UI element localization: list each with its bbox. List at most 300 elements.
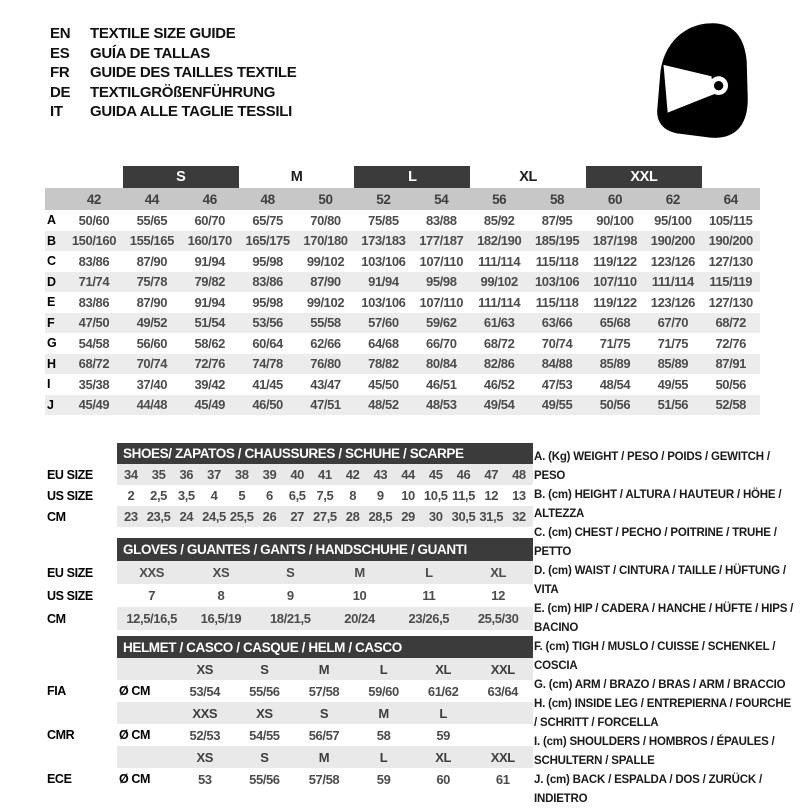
value-cell: 127/130	[708, 253, 753, 269]
size-number-row	[45, 188, 760, 210]
value-cell: 43/47	[310, 376, 341, 392]
value-cell: 79/82	[181, 272, 239, 293]
table-row-cm	[45, 607, 533, 630]
value-cell: 127/130	[708, 294, 753, 310]
value-cell: 44/48	[123, 395, 181, 416]
value-cell: 11	[422, 588, 436, 603]
legend-item-E: E. (cm) HIP / CADERA / HANCHE / HÜFTE / HIPS / BACINO	[534, 603, 794, 634]
value-cell: 57/58	[308, 683, 340, 699]
title-spacer	[45, 538, 117, 561]
value-cell: 34	[117, 464, 145, 485]
value-cell: 46/52	[483, 376, 515, 392]
value-cell: 13	[512, 488, 526, 503]
row-label: US SIZE	[47, 588, 93, 603]
size-cell: XXL	[473, 746, 533, 768]
table-row-us-size	[45, 485, 533, 506]
size-cell: M	[294, 746, 354, 768]
row-label: CMR	[47, 728, 75, 742]
row-label: F	[45, 313, 65, 334]
value-cell: 72/76	[181, 354, 239, 375]
textile-size-table	[45, 166, 760, 415]
value-cell: 68/72	[483, 335, 515, 351]
table-title-row	[45, 538, 533, 561]
size-cell: XS	[175, 746, 235, 768]
value-cell: 10,5	[423, 488, 448, 503]
value-cell: 10	[401, 488, 415, 503]
value-cell: 63/64	[487, 683, 519, 699]
row-label: EU SIZE	[47, 467, 93, 482]
value-cell: 25,5/30	[463, 607, 532, 630]
value-cell: 39/42	[194, 376, 225, 392]
value-cell: 24	[172, 506, 200, 527]
value-cell: 160/170	[181, 231, 239, 252]
value-cell: 48	[505, 464, 533, 485]
size-cell: S	[235, 658, 295, 680]
value-cell: 170/180	[297, 231, 355, 252]
value-cell: 91/94	[194, 253, 225, 269]
diameter-spacer	[117, 658, 175, 680]
value-cell: 182/190	[470, 231, 528, 252]
value-cell: 46	[450, 464, 478, 485]
value-cell: 37	[200, 464, 228, 485]
value-cell: 46/50	[239, 395, 297, 416]
row-label-spacer	[45, 658, 117, 680]
value-cell: 55/65	[136, 212, 168, 228]
value-cell: 43	[366, 464, 394, 485]
value-cell: 74/78	[239, 354, 297, 375]
value-cell: 83/88	[426, 212, 457, 228]
value-cell: 25,5	[228, 506, 256, 527]
value-cell: 99/102	[306, 253, 345, 269]
value-cell: 27,5	[311, 506, 339, 527]
value-cell: 2,5	[150, 488, 168, 503]
value-cell: 29	[394, 506, 422, 527]
value-cell: 84/88	[528, 354, 586, 375]
language-title: GUÍA DE TALLAS	[90, 44, 210, 62]
legend-item-H: H. (cm) INSIDE LEG / ENTREPIERNA / FOURCHE / SCHRITT / FORCELLA	[534, 698, 791, 729]
value-cell: 10	[352, 588, 367, 603]
shoes-size-table	[45, 443, 533, 527]
value-cell: 41	[311, 464, 339, 485]
row-label: US SIZE	[47, 488, 93, 503]
value-cell: 82/86	[470, 354, 528, 375]
value-cell: 4	[210, 488, 218, 503]
value-cell	[473, 724, 533, 746]
value-cell: 55/56	[249, 771, 280, 787]
value-cell: 103/106	[528, 272, 586, 293]
value-cell: 45/49	[181, 395, 239, 416]
textile-row-D	[45, 272, 760, 293]
value-cell: 37/40	[136, 376, 168, 392]
size-cell: 64	[702, 188, 760, 210]
value-cell: 71/75	[599, 335, 631, 351]
value-cell: 48/54	[599, 376, 631, 392]
value-cell: 51/56	[644, 395, 702, 416]
value-cell: 52/53	[189, 727, 221, 743]
size-group-XXL: XXL	[586, 166, 702, 188]
language-code: IT	[50, 103, 63, 120]
value-cell: 70/74	[123, 354, 181, 375]
size-group-S: S	[123, 166, 239, 188]
language-title: TEXTILE SIZE GUIDE	[90, 25, 236, 42]
size-group-XL: XL	[519, 169, 537, 185]
size-group-M: M	[290, 169, 303, 185]
value-cell: 40	[283, 464, 311, 485]
table-row-cm	[45, 506, 533, 527]
language-row	[50, 63, 296, 83]
value-cell: 12,5/16,5	[117, 607, 186, 630]
diameter-label: Ø CM	[119, 772, 151, 786]
value-cell: 50/56	[715, 376, 747, 392]
size-cell: XS	[175, 658, 235, 680]
helmet-value-row-fia	[45, 680, 533, 702]
value-cell: 36	[172, 464, 200, 485]
language-row	[50, 83, 296, 103]
value-cell: 173/183	[354, 231, 412, 252]
value-cell: 18/21,5	[256, 607, 325, 630]
size-group-spacer	[45, 166, 123, 188]
value-cell: 8	[217, 588, 225, 603]
value-cell: 30	[422, 506, 450, 527]
value-cell: 165/175	[239, 231, 297, 252]
value-cell: 107/110	[586, 272, 644, 293]
value-cell: 119/122	[593, 253, 637, 269]
helmet-size-table	[45, 636, 533, 790]
value-cell: 16,5/19	[186, 607, 255, 630]
value-cell: 59/60	[368, 683, 399, 699]
value-cell: 72/76	[715, 335, 747, 351]
value-cell: 42	[339, 464, 367, 485]
size-cell: XS	[235, 702, 295, 724]
value-cell: 49/52	[123, 313, 181, 334]
value-cell: S	[256, 561, 325, 584]
textile-row-G	[45, 333, 760, 354]
size-cell: 62	[644, 188, 702, 210]
size-cell: 56	[470, 188, 528, 210]
textile-row-I	[45, 374, 760, 395]
value-cell: 68/72	[65, 354, 123, 375]
value-cell: 90/100	[596, 212, 634, 228]
value-cell: 28	[339, 506, 367, 527]
value-cell: 50/60	[78, 212, 110, 228]
value-cell: 123/126	[650, 253, 695, 269]
table-row-eu-size	[45, 561, 533, 584]
value-cell: 23	[117, 506, 145, 527]
value-cell: 53/54	[189, 683, 221, 699]
value-cell: 107/110	[419, 253, 464, 269]
value-cell: 31,5	[477, 506, 505, 527]
value-cell: 105/115	[709, 212, 753, 228]
value-cell: 64/68	[368, 335, 399, 351]
value-cell: 49/54	[470, 395, 528, 416]
language-code: FR	[50, 64, 70, 81]
value-cell: 26	[256, 506, 284, 527]
gloves-table-wrap	[45, 538, 533, 630]
value-cell: 35	[145, 464, 173, 485]
legend-item-J: J. (cm) BACK / ESPALDA / DOS / ZURÜCK / INDIETRO	[534, 774, 762, 805]
visor-pivot-inner	[714, 81, 723, 90]
row-label: D	[45, 272, 65, 293]
value-cell: 115/118	[535, 253, 579, 269]
table-row-eu-size	[45, 464, 533, 485]
diameter-label: Ø CM	[119, 728, 151, 742]
language-title: GUIDA ALLE TAGLIE TESSILI	[90, 103, 292, 120]
value-cell: 27	[283, 506, 311, 527]
value-cell: 99/102	[470, 272, 528, 293]
size-row-spacer	[45, 188, 65, 210]
row-label: H	[45, 354, 65, 375]
value-cell: 78/82	[354, 354, 412, 375]
value-cell: 55/58	[297, 313, 355, 334]
value-cell: 75/78	[123, 272, 181, 293]
value-cell: 59/62	[412, 313, 470, 334]
value-cell: 24,5	[200, 506, 228, 527]
value-cell: 111/114	[644, 272, 702, 293]
value-cell: 56/57	[308, 727, 340, 743]
value-cell: 61	[495, 771, 510, 787]
value-cell: 119/122	[593, 294, 637, 310]
table-title: GLOVES / GUANTES / GANTS / HANDSCHUHE / GUANTI	[117, 538, 533, 561]
size-cell: L	[413, 702, 473, 724]
value-cell: 115/119	[702, 272, 760, 293]
value-cell: 58	[376, 727, 391, 743]
value-cell: 150/160	[65, 231, 123, 252]
size-cell: S	[294, 702, 354, 724]
textile-row-C	[45, 251, 760, 272]
value-cell: 57/58	[308, 771, 340, 787]
value-cell: 61/63	[470, 313, 528, 334]
value-cell: 45/50	[368, 376, 399, 392]
size-cell: 58	[528, 188, 586, 210]
value-cell: L	[394, 561, 463, 584]
title-spacer	[45, 443, 117, 464]
value-cell: 6	[266, 488, 273, 503]
value-cell: 35/38	[78, 376, 110, 392]
value-cell: 51/54	[181, 313, 239, 334]
value-cell: 85/92	[483, 212, 515, 228]
racing-helmet-icon	[650, 22, 754, 142]
value-cell: 45/49	[65, 395, 123, 416]
size-cell: M	[294, 658, 354, 680]
value-cell: 95/98	[412, 272, 470, 293]
value-cell: 83/86	[78, 253, 110, 269]
value-cell: 65/75	[252, 212, 283, 228]
value-cell: 68/72	[702, 313, 760, 334]
value-cell: 111/114	[478, 253, 521, 269]
value-cell: 46/51	[426, 376, 457, 392]
size-cell: 44	[123, 188, 181, 210]
value-cell: 91/94	[354, 272, 412, 293]
size-group-spacer	[702, 166, 760, 188]
language-row	[50, 44, 296, 64]
value-cell: 41/45	[252, 376, 283, 392]
value-cell: 87/95	[541, 212, 573, 228]
row-label: J	[45, 395, 65, 416]
size-cell: L	[354, 658, 414, 680]
diameter-label: Ø CM	[119, 684, 151, 698]
value-cell: M	[325, 561, 394, 584]
value-cell: 49/55	[528, 395, 586, 416]
value-cell: 83/86	[78, 294, 110, 310]
value-cell: 61/62	[427, 683, 459, 699]
value-cell: 57/60	[354, 313, 412, 334]
value-cell: 62/66	[310, 335, 341, 351]
textile-row-A	[45, 210, 760, 231]
row-label: CM	[47, 509, 66, 524]
value-cell: 60/70	[194, 212, 225, 228]
value-cell: 9	[286, 588, 294, 603]
value-cell: 50/56	[586, 395, 644, 416]
measurement-legend	[534, 448, 794, 809]
value-cell: XXS	[117, 561, 186, 584]
size-cell: L	[354, 746, 414, 768]
value-cell: 49/55	[657, 376, 689, 392]
legend-item-I: I. (cm) SHOULDERS / HOMBROS / ÉPAULES / SCHULTERN / SPALLE	[534, 736, 775, 767]
language-title: TEXTILGRÖßENFÜHRUNG	[90, 83, 276, 101]
value-cell: XL	[463, 561, 532, 584]
value-cell: 83/86	[239, 272, 297, 293]
value-cell: 190/200	[644, 231, 702, 252]
table-title-row	[45, 636, 533, 658]
size-cell: XXS	[175, 702, 235, 724]
value-cell: 59	[376, 771, 391, 787]
value-cell: 3,5	[177, 488, 195, 503]
row-label: I	[47, 377, 51, 392]
value-cell: 85/89	[586, 354, 644, 375]
language-code: DE	[50, 83, 71, 101]
value-cell: 67/70	[644, 313, 702, 334]
language-row	[50, 102, 296, 122]
value-cell: 115/118	[535, 294, 579, 310]
value-cell: 85/89	[644, 354, 702, 375]
value-cell: 47/51	[297, 395, 355, 416]
value-cell: 54/58	[78, 335, 110, 351]
value-cell: 9	[376, 488, 384, 503]
value-cell: 47/50	[65, 313, 123, 334]
size-cell: XXL	[473, 658, 533, 680]
value-cell: 87/90	[136, 294, 168, 310]
value-cell: 87/90	[136, 253, 168, 269]
value-cell: 111/114	[478, 294, 521, 310]
shoes-table-wrap	[45, 443, 533, 527]
value-cell: 95/100	[654, 212, 692, 228]
value-cell: 70/74	[541, 335, 573, 351]
value-cell: 107/110	[419, 294, 464, 310]
value-cell: 76/80	[297, 354, 355, 375]
value-cell: 20/24	[325, 607, 394, 630]
table-row-us-size	[45, 584, 533, 607]
value-cell: 65/68	[586, 313, 644, 334]
row-label: C	[47, 254, 56, 269]
value-cell: 155/165	[123, 231, 181, 252]
value-cell: 7	[148, 588, 156, 603]
value-cell: 87/90	[297, 272, 355, 293]
diameter-spacer	[117, 746, 175, 768]
value-cell: 185/195	[528, 231, 586, 252]
size-group-header-row	[45, 166, 760, 188]
language-header	[50, 24, 296, 122]
table-title-row	[45, 443, 533, 464]
size-cell: 42	[65, 188, 123, 210]
value-cell: 53/56	[239, 313, 297, 334]
size-cell: 60	[586, 188, 644, 210]
value-cell: 103/106	[361, 253, 406, 269]
value-cell: 190/200	[702, 231, 760, 252]
value-cell: 47/53	[541, 376, 573, 392]
value-cell: 8	[349, 488, 357, 503]
row-label: B	[45, 231, 65, 252]
title-spacer	[45, 636, 117, 658]
size-cell: 50	[297, 188, 355, 210]
value-cell: 7,5	[316, 488, 334, 503]
value-cell: 12	[484, 488, 499, 503]
row-label: G	[47, 336, 57, 351]
value-cell: 75/85	[368, 212, 399, 228]
value-cell: 59	[436, 727, 450, 743]
row-label: A	[47, 213, 56, 228]
value-cell: 38	[228, 464, 256, 485]
row-label: EU SIZE	[47, 565, 93, 580]
value-cell: 28,5	[366, 506, 394, 527]
row-label-spacer	[45, 702, 117, 724]
value-cell: 2	[127, 488, 135, 503]
value-cell: 103/106	[361, 294, 406, 310]
helmet-value-row-ece	[45, 768, 533, 790]
size-cell	[473, 702, 533, 724]
textile-row-H	[45, 354, 760, 375]
textile-size-table-wrap	[45, 166, 760, 415]
value-cell: 55/56	[249, 683, 280, 699]
helmet-table-wrap	[45, 636, 533, 790]
table-title: HELMET / CASCO / CASQUE / HELM / CASCO	[117, 636, 533, 658]
row-label: ECE	[47, 772, 72, 786]
row-label: E	[47, 295, 55, 310]
size-cell: S	[235, 746, 295, 768]
value-cell: 95/98	[252, 253, 283, 269]
value-cell: 48/53	[412, 395, 470, 416]
value-cell: 30,5	[450, 506, 478, 527]
value-cell: 177/187	[412, 231, 470, 252]
row-label: CM	[47, 611, 66, 626]
textile-row-F	[45, 313, 760, 334]
textile-row-B	[45, 231, 760, 252]
size-cell: XL	[413, 658, 473, 680]
value-cell: 99/102	[306, 294, 345, 310]
size-cell: M	[354, 702, 414, 724]
table-title: SHOES/ ZAPATOS / CHAUSSURES / SCHUHE / SCARPE	[117, 443, 533, 464]
value-cell: 45	[422, 464, 450, 485]
language-row	[50, 24, 296, 44]
value-cell: 11,5	[451, 488, 475, 503]
helmet-value-row-cmr	[45, 724, 533, 746]
value-cell: 60	[436, 771, 450, 787]
diameter-spacer	[117, 702, 175, 724]
legend-item-F: F. (cm) TIGH / MUSLO / CUISSE / SCHENKEL / COSCIA	[534, 641, 776, 672]
value-cell: 63/66	[528, 313, 586, 334]
textile-row-E	[45, 292, 760, 313]
row-label-spacer	[45, 746, 117, 768]
row-label: FIA	[47, 684, 66, 698]
value-cell: 47	[477, 464, 505, 485]
legend-item-D: D. (cm) WAIST / CINTURA / TAILLE / HÜFTUNG / VITA	[534, 565, 786, 596]
value-cell: 91/94	[194, 294, 225, 310]
value-cell: 53	[197, 771, 212, 787]
value-cell: 54/55	[249, 727, 280, 743]
value-cell: 52/58	[702, 395, 760, 416]
value-cell: 44	[394, 464, 422, 485]
value-cell: 60/64	[252, 335, 283, 351]
value-cell: 56/60	[136, 335, 168, 351]
